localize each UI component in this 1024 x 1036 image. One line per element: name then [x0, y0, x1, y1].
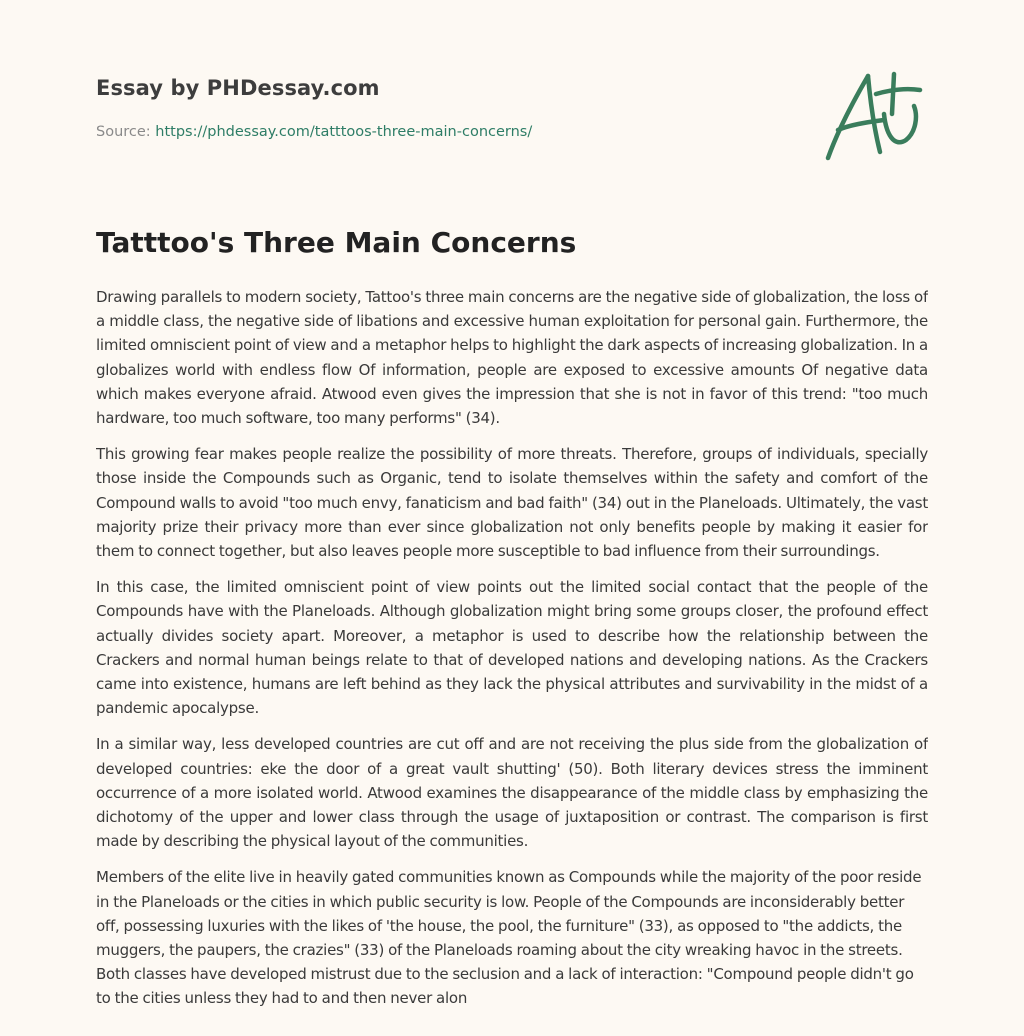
essay-title: Tatttoo's Three Main Concerns	[96, 226, 577, 259]
essay-paragraph: Drawing parallels to modern society, Tattoo's three main concerns are the negative side of globalization, the loss of a middle class, the negative side of libations and excessive human exploitation for personal gain. Furthermore, the limited omniscient point of view and a metaphor helps to highlight the dark aspects of increasing globalization. In a globalizes world with endless flow Of information, people are exposed to excessive amounts Of negative data which makes everyone afraid. Atwood even gives the impression that she is not in favor of this trend: "too much hardware, too much software, too many performs" (34).	[96, 288, 928, 428]
source-link[interactable]: https://phdessay.com/tatttoos-three-main-concerns/	[155, 124, 533, 140]
essay-paragraph: Members of the elite live in heavily gated communities known as Compounds while the majority of the poor reside in the Planeloads or the cities in which public security is low. People of the Compounds are inconsiderably better off, possessing luxuries with the likes of 'the house, the pool, the furniture" (33), as opposed to "the addicts, the muggers, the paupers, the crazies" (33) of the Planeloads roaming about the city wreaking havoc in the streets. Both classes have developed mistrust due to the seclusion and a lack of interaction: "Compound people didn't go to the cities unless they had to and then never alon	[96, 868, 922, 1008]
a-plus-logo-svg	[824, 68, 928, 164]
source-line	[96, 124, 532, 140]
essay-body	[96, 285, 928, 1036]
essay-paragraph: In a similar way, less developed countries are cut off and are not receiving the plus side from the globalization of developed countries: eke the door of a great vault shutting' (50). Both literary devices stress the imminent occurrence of a more isolated world. Atwood examines the disappearance of the middle class by emphasizing the dichotomy of the upper and lower class through the usage of juxtaposition or contrast. The comparison is first made by describing the physical layout of the communities.	[96, 735, 928, 851]
site-title: Essay by PHDessay.com	[96, 76, 380, 100]
a-plus-grade-icon	[824, 68, 928, 164]
source-label: Source:	[96, 124, 151, 140]
essay-paragraph: This growing fear makes people realize the possibility of more threats. Therefore, groups of individuals, specially those inside the Compounds such as Organic, tend to isolate themselves within the safety and comfort of the Compound walls to avoid "too much envy, fanaticism and bad faith" (34) out in the Planeloads. Ultimately, the vast majority prize their privacy more than ever since globalization not only benefits people by making it easier for them to connect together, but also leaves people more susceptible to bad influence from their surroundings.	[96, 445, 928, 561]
page-header	[96, 0, 928, 200]
essay-paragraph: In this case, the limited omniscient point of view points out the limited social contact that the people of the Compounds have with the Planeloads. Although globalization might bring some groups closer, the profound effect actually divides society apart. Moreover, a metaphor is used to describe how the relationship between the Crackers and normal human beings relate to that of developed nations and developing nations. As the Crackers came into existence, humans are left behind as they lack the physical attributes and survivability in the midst of a pandemic apocalypse.	[96, 578, 928, 718]
